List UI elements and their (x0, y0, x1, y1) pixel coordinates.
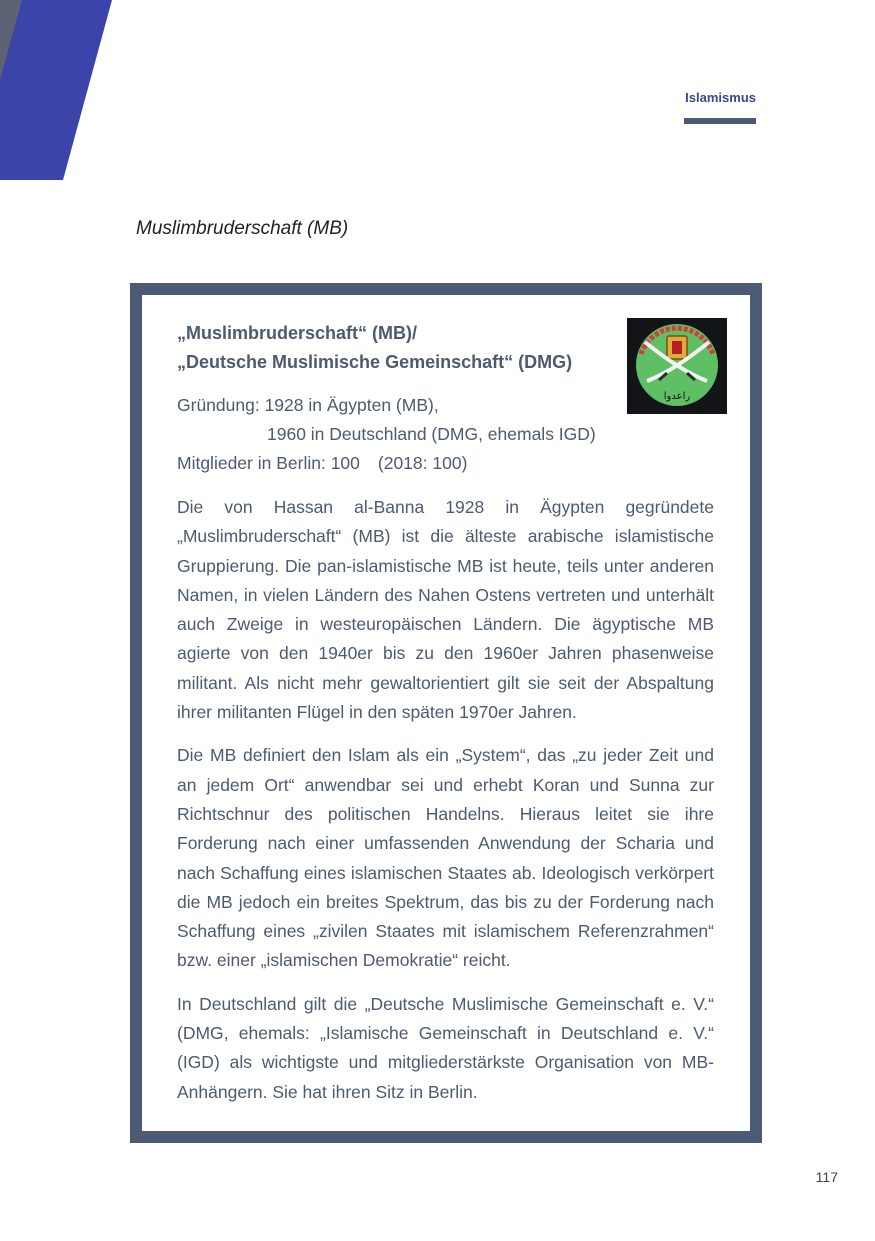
facts-block (177, 391, 627, 478)
info-box (130, 283, 762, 1143)
founding-value-2: 1960 in Deutschland (DMG, ehemals IGD) (267, 424, 596, 444)
members-row (177, 449, 627, 478)
body-text (177, 493, 714, 1121)
founding-value-1: 1928 in Ägypten (MB), (264, 395, 439, 415)
founding-label: Gründung: (177, 395, 260, 415)
paragraph-2: Die MB definiert den Islam als ein „System“, das „zu jeder Zeit und an jedem Ort“ anwendbar sei und erhebt Koran und Sunna zur Richtschnur des politischen Handelns. Hieraus leitet sie ihre Forderung nach einer umfassenden Anwendung der Scharia und nach Schaffung eines islamischen Staates ab. Ideologisch verkörpert die MB jedoch ein breites Spektrum, das bis zu der Forderung nach Schaffung eines „zivilen Staates mit islamischem Referenzrahmen“ bzw. einer „islamischen Demokratie“ reicht. (177, 745, 714, 971)
corner-decoration (0, 0, 120, 180)
members-previous: (2018: 100) (377, 453, 468, 473)
muslim-brotherhood-logo (627, 318, 727, 414)
paragraph-1: Die von Hassan al-Banna 1928 in Ägypten gegründete „Muslimbruderschaft“ (MB) ist die älteste arabische islamistische Gruppierung. Die pan-islamistische MB ist heute, teils unter anderen Namen, in vielen Ländern des Nahen Ostens vertreten und unterhält auch Zweige in westeuropäischen Ländern. Die ägyptische MB agierte von den 1940er bis zu den 1960er Jahren phasenweise militant. Als nicht mehr gewaltorientiert gilt sie seit der Abspaltung ihrer militanten Flügel in den späten 1970er Jahren. (177, 497, 714, 723)
members-label: Mitglieder in Berlin: (177, 453, 326, 473)
logo-arabic-text: راعدوا (663, 391, 691, 402)
founding-row (177, 391, 627, 420)
section-label: Islamismus (685, 90, 756, 105)
box-title-line-1: „Muslimbruderschaft“ (MB)/ (177, 323, 418, 343)
page-number: 117 (815, 1169, 838, 1185)
page-heading: Muslimbruderschaft (MB) (136, 218, 349, 239)
members-value: 100 (330, 453, 360, 473)
section-underline (684, 118, 756, 124)
paragraph-3: In Deutschland gilt die „Deutsche Muslimische Gemeinschaft e. V.“ (DMG, ehemals: „Islamische Gemeinschaft in Deutschland e. V.“ (IGD) als wichtigste und mitgliederstärkste Organisation von MB-Anhängern. Sie hat ihren Sitz in Berlin. (177, 993, 714, 1102)
box-title-line-2: „Deutsche Muslimische Gemeinschaft“ (DMG) (177, 352, 573, 372)
box-title (177, 319, 597, 377)
